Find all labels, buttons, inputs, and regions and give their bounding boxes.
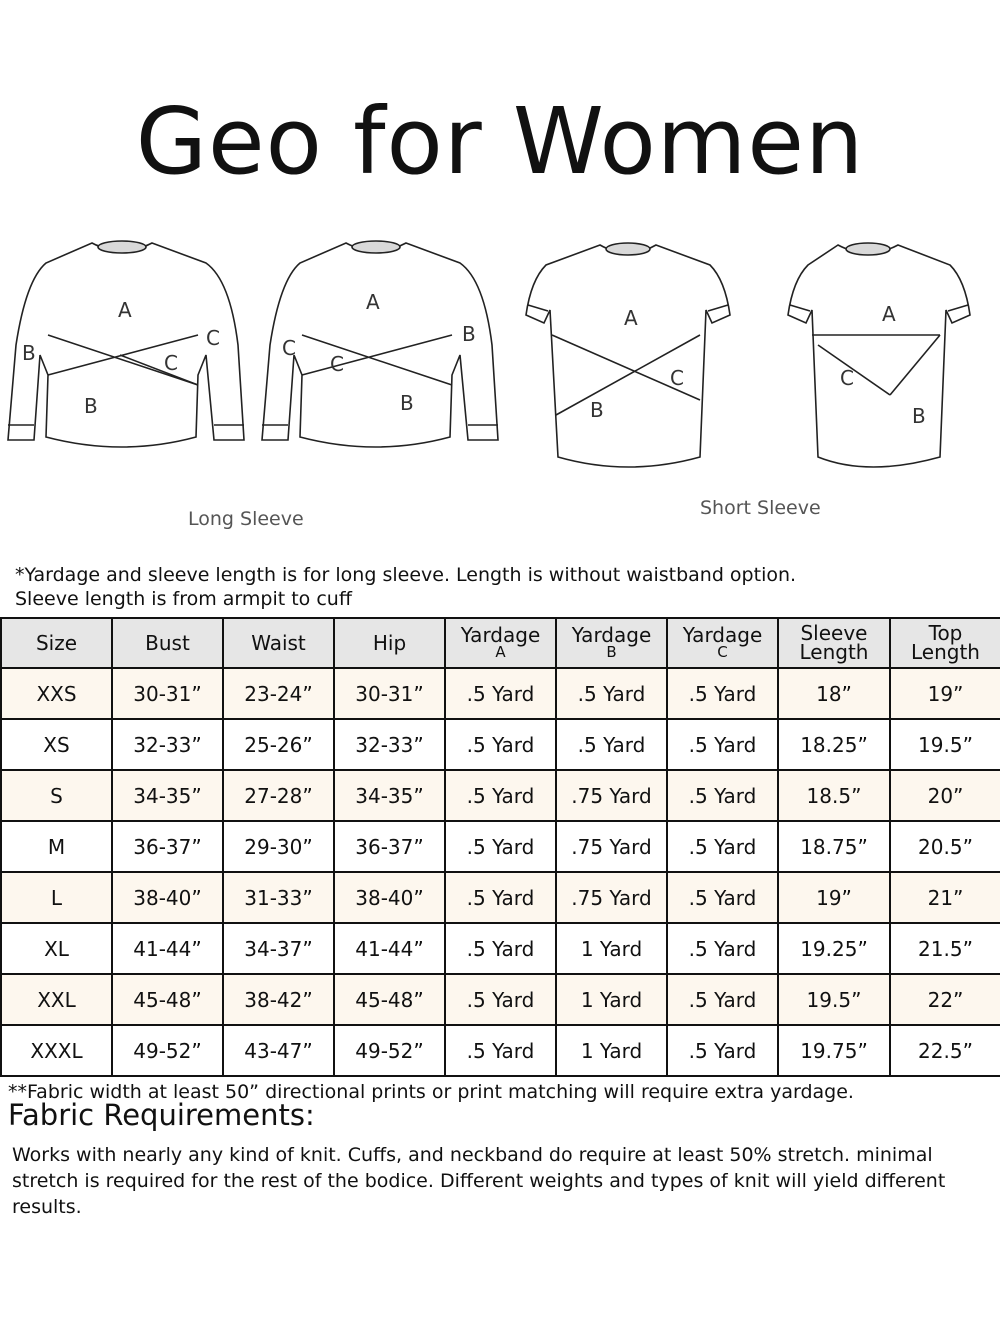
cell-hip: 38-40” — [334, 872, 445, 923]
cell-yardage-c: .5 Yard — [667, 872, 778, 923]
short-sleeve-front-sketch — [526, 243, 730, 467]
cell-waist: 43-47” — [223, 1025, 334, 1076]
piece-label-a: A — [366, 290, 380, 314]
cell-top-length: 22” — [890, 974, 1000, 1025]
table-row — [1, 770, 1000, 821]
cell-yardage-a: .5 Yard — [445, 1025, 556, 1076]
cell-yardage-c: .5 Yard — [667, 974, 778, 1025]
cell-bust: 41-44” — [112, 923, 223, 974]
table-row — [1, 719, 1000, 770]
cell-hip: 49-52” — [334, 1025, 445, 1076]
long-sleeve-caption: Long Sleeve — [188, 508, 304, 530]
yardage-note — [15, 563, 796, 611]
cell-yardage-a: .5 Yard — [445, 821, 556, 872]
cell-sleeve-length: 18.5” — [778, 770, 890, 821]
fabric-requirements-heading: Fabric Requirements: — [8, 1098, 315, 1132]
piece-label-c: C — [282, 336, 296, 360]
cell-yardage-a: .5 Yard — [445, 770, 556, 821]
piece-label-b: B — [590, 398, 604, 422]
cell-top-length: 21” — [890, 872, 1000, 923]
cell-bust: 45-48” — [112, 974, 223, 1025]
cell-hip: 45-48” — [334, 974, 445, 1025]
cell-waist: 23-24” — [223, 668, 334, 719]
table-row — [1, 821, 1000, 872]
cell-yardage-a: .5 Yard — [445, 923, 556, 974]
cell-top-length: 20” — [890, 770, 1000, 821]
cell-hip: 41-44” — [334, 923, 445, 974]
header-yardage-a: Yardage A — [445, 618, 556, 668]
page-title: Geo for Women — [135, 88, 865, 195]
cell-size: XXS — [1, 668, 112, 719]
cell-sleeve-length: 19.5” — [778, 974, 890, 1025]
cell-waist: 27-28” — [223, 770, 334, 821]
cell-hip: 36-37” — [334, 821, 445, 872]
cell-hip: 32-33” — [334, 719, 445, 770]
header-size: Size — [1, 618, 112, 668]
cell-waist: 34-37” — [223, 923, 334, 974]
cell-yardage-c: .5 Yard — [667, 821, 778, 872]
header-bust: Bust — [112, 618, 223, 668]
cell-yardage-b: .75 Yard — [556, 821, 667, 872]
table-row — [1, 974, 1000, 1025]
cell-size: XS — [1, 719, 112, 770]
cell-yardage-c: .5 Yard — [667, 923, 778, 974]
cell-size: XL — [1, 923, 112, 974]
cell-bust: 36-37” — [112, 821, 223, 872]
cell-sleeve-length: 18.75” — [778, 821, 890, 872]
header-top-length: Top Length — [890, 618, 1000, 668]
cell-size: XXL — [1, 974, 112, 1025]
cell-sleeve-length: 19.75” — [778, 1025, 890, 1076]
cell-hip: 34-35” — [334, 770, 445, 821]
piece-label-a: A — [624, 306, 638, 330]
cell-yardage-a: .5 Yard — [445, 719, 556, 770]
short-sleeve-back-sketch — [788, 243, 970, 467]
cell-size: XXXL — [1, 1025, 112, 1076]
fabric-width-note: **Fabric width at least 50” directional prints or print matching will require extra yardage. — [8, 1081, 854, 1103]
cell-bust: 38-40” — [112, 872, 223, 923]
cell-size: L — [1, 872, 112, 923]
cell-top-length: 19.5” — [890, 719, 1000, 770]
cell-yardage-b: 1 Yard — [556, 974, 667, 1025]
cell-size: M — [1, 821, 112, 872]
header-hip: Hip — [334, 618, 445, 668]
garment-illustrations — [0, 225, 1000, 545]
piece-label-c: C — [206, 326, 220, 350]
table-row — [1, 668, 1000, 719]
cell-yardage-b: .75 Yard — [556, 872, 667, 923]
cell-yardage-a: .5 Yard — [445, 872, 556, 923]
cell-hip: 30-31” — [334, 668, 445, 719]
cell-waist: 25-26” — [223, 719, 334, 770]
cell-yardage-c: .5 Yard — [667, 719, 778, 770]
cell-bust: 34-35” — [112, 770, 223, 821]
table-row — [1, 872, 1000, 923]
fabric-requirements-text: Works with nearly any kind of knit. Cuffs, and neckband do require at least 50% stretch. minimal stretch is required for the rest of the bodice. Different weights and types of knit will yield different results. — [12, 1144, 946, 1218]
piece-label-c: C — [840, 366, 854, 390]
table-row — [1, 923, 1000, 974]
cell-bust: 30-31” — [112, 668, 223, 719]
header-yardage-c: Yardage C — [667, 618, 778, 668]
cell-yardage-b: 1 Yard — [556, 1025, 667, 1076]
piece-label-c: C — [670, 366, 684, 390]
cell-yardage-a: .5 Yard — [445, 668, 556, 719]
cell-yardage-a: .5 Yard — [445, 974, 556, 1025]
header-sleeve-length: Sleeve Length — [778, 618, 890, 668]
piece-label-c: C — [164, 351, 178, 375]
short-sleeve-caption: Short Sleeve — [700, 497, 821, 519]
cell-top-length: 20.5” — [890, 821, 1000, 872]
cell-sleeve-length: 18” — [778, 668, 890, 719]
cell-waist: 29-30” — [223, 821, 334, 872]
header-yardage-b: Yardage B — [556, 618, 667, 668]
size-chart-table — [0, 617, 1000, 1077]
cell-yardage-c: .5 Yard — [667, 1025, 778, 1076]
cell-yardage-c: .5 Yard — [667, 770, 778, 821]
table-header-row — [1, 618, 1000, 668]
cell-yardage-b: 1 Yard — [556, 923, 667, 974]
piece-label-b: B — [22, 341, 36, 365]
cell-waist: 31-33” — [223, 872, 334, 923]
cell-sleeve-length: 19” — [778, 872, 890, 923]
table-row — [1, 1025, 1000, 1076]
piece-label-c: C — [330, 352, 344, 376]
cell-top-length: 22.5” — [890, 1025, 1000, 1076]
cell-waist: 38-42” — [223, 974, 334, 1025]
cell-bust: 32-33” — [112, 719, 223, 770]
cell-sleeve-length: 19.25” — [778, 923, 890, 974]
cell-bust: 49-52” — [112, 1025, 223, 1076]
cell-size: S — [1, 770, 112, 821]
piece-label-b: B — [462, 322, 476, 346]
piece-label-b: B — [84, 394, 98, 418]
piece-label-a: A — [882, 302, 896, 326]
piece-label-b: B — [400, 391, 414, 415]
cell-sleeve-length: 18.25” — [778, 719, 890, 770]
piece-label-b: B — [912, 404, 926, 428]
cell-yardage-b: .75 Yard — [556, 770, 667, 821]
piece-label-a: A — [118, 298, 132, 322]
cell-yardage-b: .5 Yard — [556, 719, 667, 770]
header-waist: Waist — [223, 618, 334, 668]
cell-yardage-b: .5 Yard — [556, 668, 667, 719]
yardage-note-line-2: Sleeve length is from armpit to cuff — [15, 588, 352, 610]
cell-top-length: 19” — [890, 668, 1000, 719]
cell-top-length: 21.5” — [890, 923, 1000, 974]
size-chart-body — [1, 668, 1000, 1076]
garment-sketches — [0, 225, 1000, 545]
cell-yardage-c: .5 Yard — [667, 668, 778, 719]
yardage-note-line-1: *Yardage and sleeve length is for long sleeve. Length is without waistband option. — [15, 564, 797, 586]
